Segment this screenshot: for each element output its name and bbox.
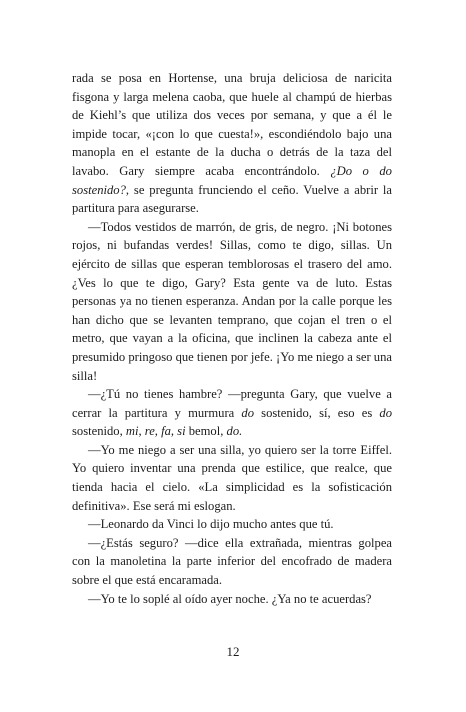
text-run: —Todos vestidos de marrón, de gris, de negro. ¡Ni botones rojos, ni bufandas verdes! Sillas, como te digo, sillas. Un ejército de sillas que esperan temblorosas el trasero del amo. ¿Ves lo que te digo, Gary? Esta gente va de luto. Estas personas ya no tienen esperanza. Andan por la calle porque les han dicho que se levanten temprano, que cojan el tren o el metro, que vayan a la oficina, que inclinen la cabeza ante el presumido pringoso que tienen por jefe. ¡Yo me niego a ser una silla!: [72, 219, 392, 383]
text-run: —Yo me niego a ser una silla, yo quiero ser la torre Eiffel. Yo quiero inventar una prenda que estilice, que realce, que tienda hacia el cielo. «La simplicidad es la sofisticación definitiva». Ese será mi eslogan.: [72, 442, 392, 513]
text-run: sostenido,: [72, 424, 126, 439]
page-number: 12: [226, 644, 240, 659]
italic-text: do.: [226, 424, 243, 439]
text-run: sostenido, sí, eso es: [254, 405, 380, 420]
italic-text: do: [241, 405, 254, 420]
text-run: , se pregunta frunciendo el ceño. Vuelve a abrir la partitura para asegurarse.: [72, 182, 392, 216]
text-run: —Yo te lo soplé al oído ayer noche. ¿Ya no te acuerdas?: [88, 591, 372, 606]
italic-text: mi, re, fa, si: [125, 424, 186, 439]
paragraph: [72, 534, 392, 590]
paragraph: [72, 515, 392, 534]
paragraph: [72, 69, 392, 218]
text-run: bemol,: [185, 424, 227, 439]
italic-text: ¿Do o do sostenido?: [72, 163, 392, 197]
paragraph: [72, 218, 392, 385]
italic-text: do: [379, 405, 392, 420]
text-run: —¿Tú no tienes hambre? —pregunta Gary, que vuelve a cerrar la partitura y murmura: [72, 387, 392, 420]
text-run: rada se posa en Hortense, una bruja deliciosa de naricita fisgona y larga melena caoba, que huele al champú de hierbas de Kiehl’s que utiliza dos veces por semana, y que a él le impide tocar, «¡con lo que cuesta!», escondiéndolo bajo una manopla en el estante de la ducha o detrás de la taza del lavabo. Gary siempre acaba encontrándolo.: [72, 71, 392, 178]
text-run: —¿Estás seguro? —dice ella extrañada, mientras golpea con la manoletina la parte inferior del encofrado de madera sobre el que está encaramada.: [72, 535, 392, 588]
paragraph: [72, 590, 392, 609]
body-text: [72, 69, 392, 608]
paragraph: [72, 385, 392, 441]
text-run: —Leonardo da Vinci lo dijo mucho antes que tú.: [88, 517, 334, 532]
paragraph: [72, 441, 392, 515]
